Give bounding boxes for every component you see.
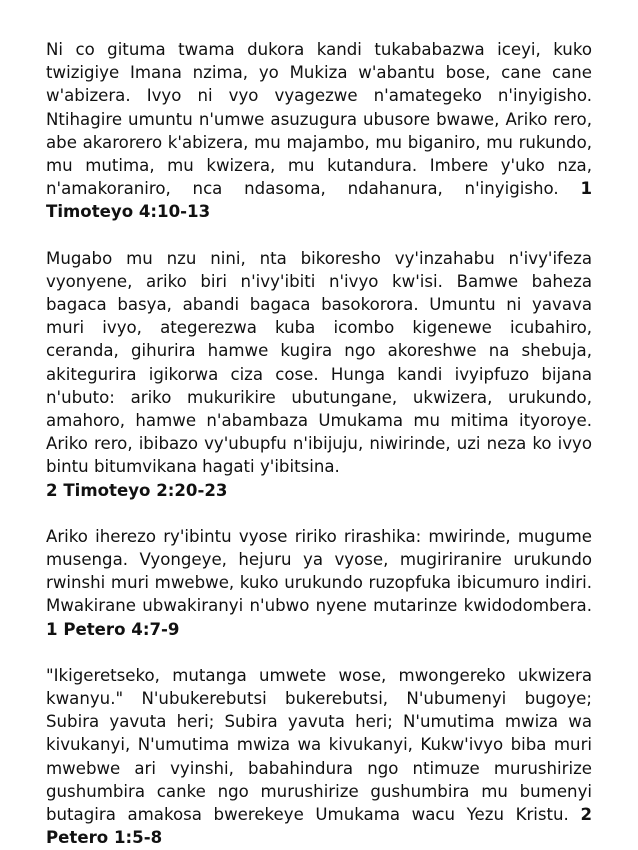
passage-1 (46, 38, 592, 224)
passage-1-text: Ni co gituma twama dukora kandi tukababazwa iceyi, kuko twizigiye Imana nzima, yo Mukiza w'abantu bose, cane cane w'abizera. Ivyo ni vyo vyagezwe n'amategeko n'inyigisho. Ntihagire umuntu n'umwe asuzugura ubusore bwawe, Ariko rero, abe akarorero k'abizera, mu majambo, mu biganiro, mu rukundo, mu mutima, mu kwizera, mu kutandura. Imbere y'uko nza, n'amakoraniro, nca ndasoma, ndahanura, n'inyigisho. (46, 40, 592, 199)
passage-4-reference: 2 Petero 1:5-8 (46, 805, 592, 848)
passage-3-text: Ariko iherezo ry'ibintu vyose ririko rirashika: mwirinde, mugume musenga. Vyongeye, hejuru ya vyose, mugiriranire urukundo rwinshi muri mwebwe, kuko urukundo ruzopfuka ibicumuro indiri. Mwakirane ubwakiranyi n'ubwo nyene mutarinze kwidodombera. (46, 526, 592, 616)
passage-1-reference: 1 Timoteyo 4:10-13 (46, 179, 592, 222)
passage-4-text: "Ikigeretseko, mutanga umwete wose, mwongereko ukwizera kwanyu." N'ubukerebutsi bukerebutsi, N'ubumenyi bugoye; Subira yavuta heri; Subira yavuta heri; N'umutima mwiza wa kivukanyi, N'umutima mwiza wa kivukanyi, Kukw'ivyo biba muri mwebwe ari vyinshi, babahindura ngo ntimuze murushirize gushumbira canke ngo murushirize gushumbira mu bumenyi butagira amakosa bwerekeye Umukama wacu Yezu Kristu. (46, 665, 592, 825)
document-page (46, 38, 592, 850)
passage-3 (46, 525, 592, 641)
passage-3-reference: 1 Petero 4:7-9 (46, 619, 180, 639)
passage-2 (46, 247, 592, 502)
passage-2-reference: 2 Timoteyo 2:20-23 (46, 480, 228, 500)
passage-4 (46, 664, 592, 850)
passage-2-text: Mugabo mu nzu nini, nta bikoresho vy'inzahabu n'ivy'ifeza vyonyene, ariko biri n'ivy'ibiti n'ivyo kw'isi. Bamwe baheza bagaca basya, abandi bagaca basokorora. Umuntu ni yavava muri ivyo, ategerezwa kuba icombo kigenewe icubahiro, ceranda, gihurira hamwe kugira ngo akoreshwe na shebuja, akitegurira igikorwa ciza cose. Hunga kandi ivyipfuzo bijana n'ubuto: ariko mukurikire ubutungane, ukwizera, urukundo, amahoro, hamwe n'abambaza Umukama mu mitima ityoroye. Ariko rero, ibibazo vy'ubupfu n'ibijuju, niwirinde, uzi neza ko ivyo bintu bitumvikana hagati y'ibitsina. (46, 248, 592, 477)
